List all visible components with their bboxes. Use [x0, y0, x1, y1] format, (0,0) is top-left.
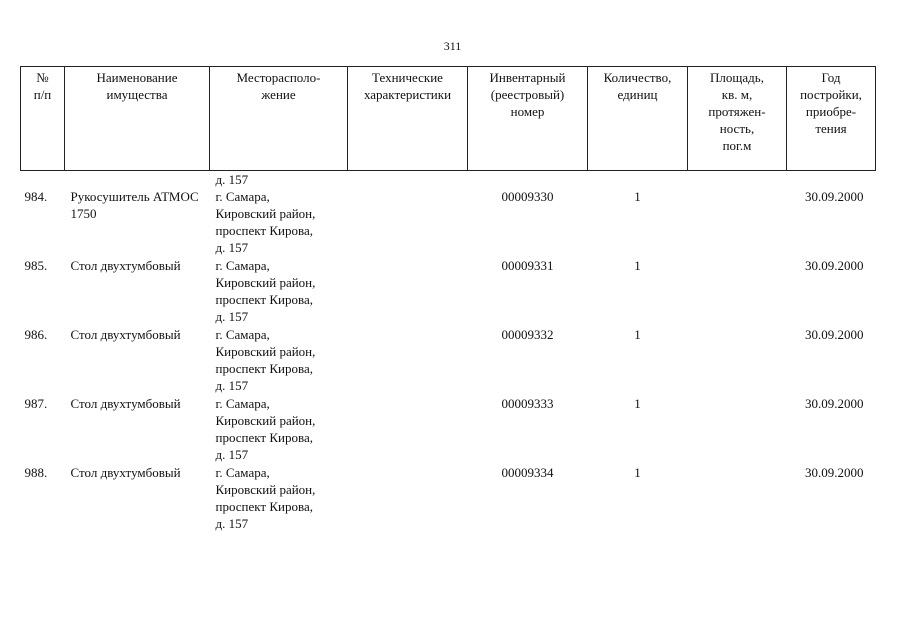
item-quantity: 1 — [634, 189, 641, 204]
item-name: Рукосушитель АТМОС 1750 — [70, 189, 199, 221]
item-inventory-number: 00009332 — [501, 327, 554, 342]
item-name: Стол двухтумбовый — [70, 327, 181, 342]
table-row — [21, 326, 876, 395]
table-body — [21, 171, 876, 534]
row-number: 985. — [24, 258, 48, 273]
item-specs — [348, 257, 468, 326]
item-specs — [348, 188, 468, 257]
row-number: 986. — [24, 327, 48, 342]
location-line: д. 157 — [215, 378, 249, 393]
item-quantity: 1 — [634, 258, 641, 273]
location-line: г. Самара, — [215, 396, 270, 411]
location-line: Кировский район, — [215, 344, 316, 359]
item-area — [688, 464, 787, 533]
header-quantity: Количество, единиц — [588, 67, 688, 171]
location-line: г. Самара, — [215, 258, 270, 273]
header-inventory: Инвентарный (реестровый) номер — [468, 67, 588, 171]
header-specs: Технические характеристики — [348, 67, 468, 171]
table-row — [21, 257, 876, 326]
location-line: д. 157 — [215, 240, 249, 255]
item-year: 30.09.2000 — [805, 327, 864, 342]
continuation-row — [21, 171, 876, 189]
location-line: проспект Кирова, — [215, 292, 313, 307]
location-line: г. Самара, — [215, 465, 270, 480]
item-location — [210, 188, 348, 257]
item-location — [210, 326, 348, 395]
item-inventory-number: 00009334 — [501, 465, 554, 480]
location-line: г. Самара, — [215, 189, 270, 204]
item-name: Стол двухтумбовый — [70, 396, 181, 411]
row-number: 987. — [24, 396, 48, 411]
location-line: д. 157 — [215, 309, 249, 324]
item-name: Стол двухтумбовый — [70, 258, 181, 273]
location-line: проспект Кирова, — [215, 223, 313, 238]
item-quantity: 1 — [634, 396, 641, 411]
item-inventory-number: 00009331 — [501, 258, 554, 273]
header-location: Месторасполо- жение — [210, 67, 348, 171]
property-registry-table — [20, 66, 876, 533]
header-name: Наименование имущества — [65, 67, 210, 171]
row-number: 988. — [24, 465, 48, 480]
location-line: д. 157 — [215, 447, 249, 462]
row-number: 984. — [24, 189, 48, 204]
header-area: Площадь, кв. м, протяжен- ность, пог.м — [688, 67, 787, 171]
continuation-location: д. 157 — [215, 172, 249, 187]
location-line: д. 157 — [215, 516, 249, 531]
header-year: Год постройки, приобре- тения — [787, 67, 876, 171]
item-quantity: 1 — [634, 327, 641, 342]
location-line: проспект Кирова, — [215, 430, 313, 445]
item-year: 30.09.2000 — [805, 396, 864, 411]
location-line: Кировский район, — [215, 413, 316, 428]
item-area — [688, 257, 787, 326]
item-inventory-number: 00009333 — [501, 396, 554, 411]
item-specs — [348, 395, 468, 464]
item-specs — [348, 464, 468, 533]
item-quantity: 1 — [634, 465, 641, 480]
item-year: 30.09.2000 — [805, 258, 864, 273]
location-line: проспект Кирова, — [215, 361, 313, 376]
item-location — [210, 395, 348, 464]
table-row — [21, 395, 876, 464]
location-line: Кировский район, — [215, 206, 316, 221]
item-area — [688, 395, 787, 464]
item-name: Стол двухтумбовый — [70, 465, 181, 480]
location-line: Кировский район, — [215, 482, 316, 497]
table-row — [21, 464, 876, 533]
item-year: 30.09.2000 — [805, 189, 864, 204]
location-line: Кировский район, — [215, 275, 316, 290]
item-location — [210, 257, 348, 326]
header-num: № п/п — [21, 67, 65, 171]
table-row — [21, 188, 876, 257]
item-location — [210, 464, 348, 533]
page-number: 311 — [443, 39, 462, 53]
location-line: проспект Кирова, — [215, 499, 313, 514]
location-line: г. Самара, — [215, 327, 270, 342]
item-area — [688, 326, 787, 395]
table-header — [21, 67, 876, 171]
item-specs — [348, 326, 468, 395]
item-area — [688, 188, 787, 257]
item-year: 30.09.2000 — [805, 465, 864, 480]
item-inventory-number: 00009330 — [501, 189, 554, 204]
